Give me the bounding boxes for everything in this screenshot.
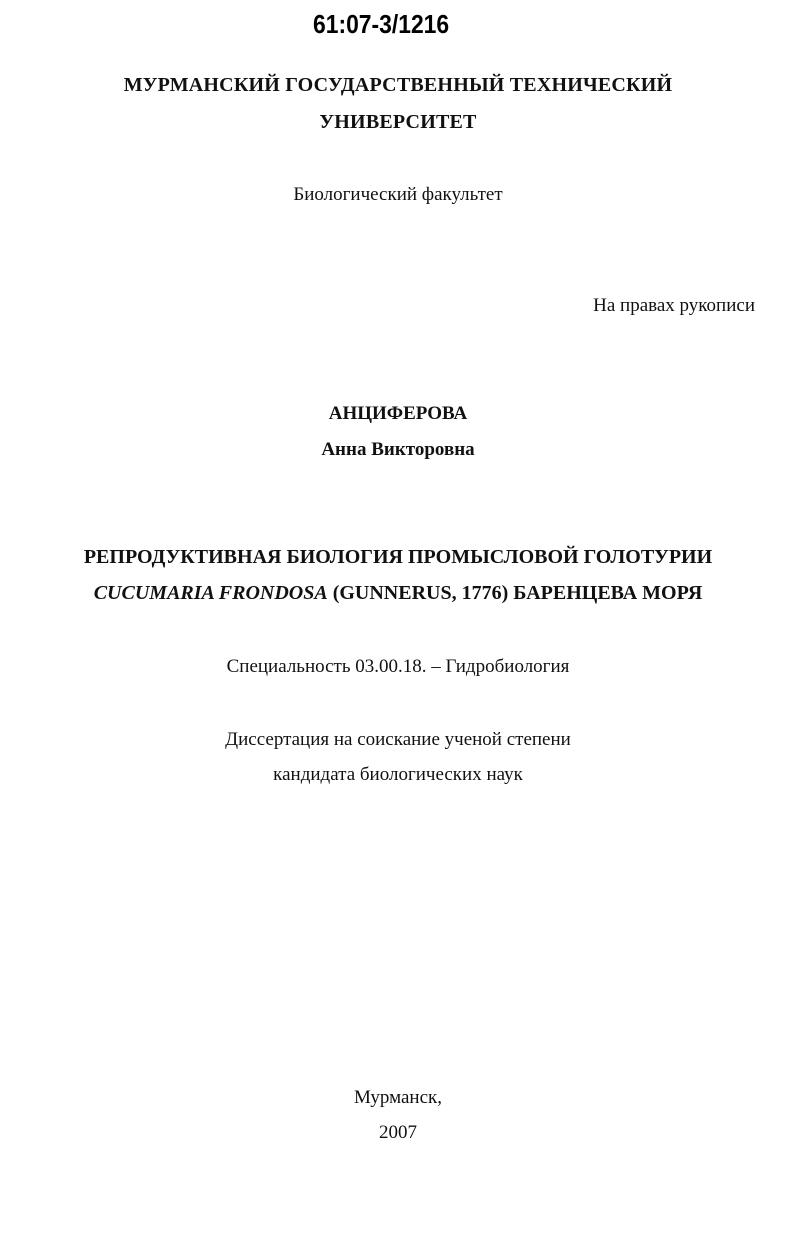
degree-line1: Диссертация на соискание ученой степени <box>225 729 571 750</box>
author-surname: АНЦИФЕРОВА <box>328 403 468 424</box>
place: Мурманск, <box>353 1087 443 1108</box>
specialty: Специальность 03.00.18. – Гидробиология <box>226 656 570 677</box>
dissertation-title-line2 <box>0 582 796 605</box>
university-name-line2: УНИВЕРСИТЕТ <box>319 111 477 133</box>
author-given-names: Анна Викторовна <box>321 439 475 460</box>
year: 2007 <box>379 1122 417 1143</box>
archive-stamp: 61:07-3/1216 <box>313 9 450 39</box>
species-authority-and-sea: (GUNNERUS, 1776) БАРЕНЦЕВА МОРЯ <box>327 582 703 604</box>
species-name: CUCUMARIA FRONDOSA <box>93 582 328 604</box>
faculty-name: Биологический факультет <box>293 184 503 205</box>
dissertation-title-line1: РЕПРОДУКТИВНАЯ БИОЛОГИЯ ПРОМЫСЛОВОЙ ГОЛОТУРИИ <box>83 546 713 568</box>
university-name-line1: МУРМАНСКИЙ ГОСУДАРСТВЕННЫЙ ТЕХНИЧЕСКИЙ <box>123 74 673 96</box>
degree-line2: кандидата биологических наук <box>273 764 523 785</box>
rights-note: На правах рукописи <box>593 295 755 316</box>
